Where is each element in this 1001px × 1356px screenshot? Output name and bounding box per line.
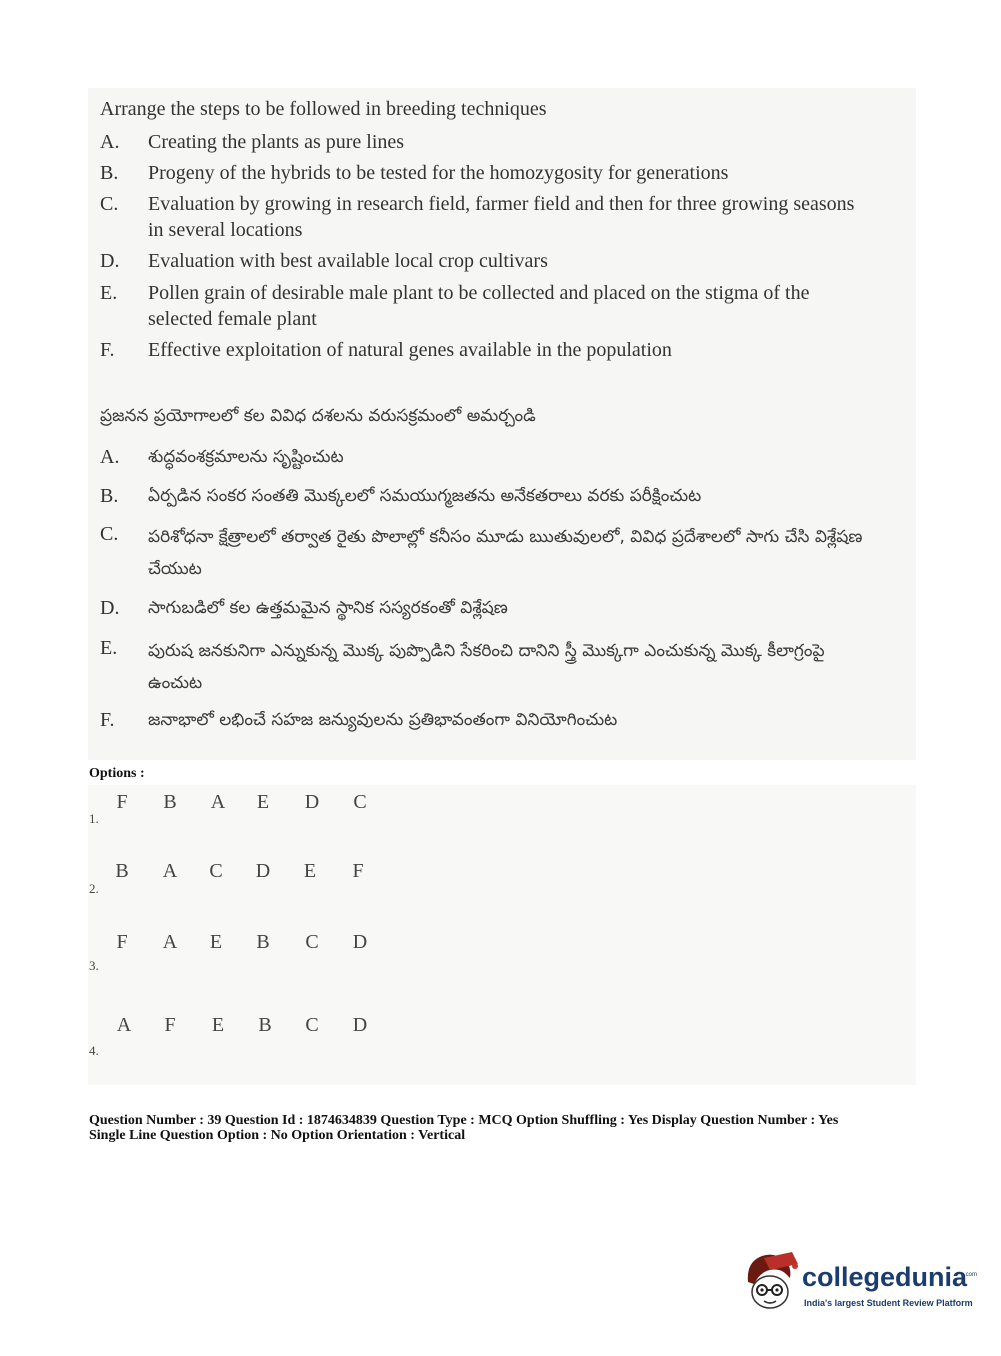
option-4-number[interactable]: 4. bbox=[89, 1043, 99, 1058]
option-letter: A bbox=[210, 791, 226, 813]
option-4-sequence[interactable] bbox=[112, 1014, 382, 1040]
statement-te-b: B. ఏర్పడిన సంకర సంతతి మొక్కలలో సమయుగ్మజతను అనేకతరాలు వరకు పరీక్షించుట bbox=[100, 485, 702, 507]
option-letter: B bbox=[258, 1014, 272, 1036]
question-title-te: ప్రజనన ప్రయోగాలలో కల వివిధ దశలను వరుసక్రమంలో అమర్చండి bbox=[100, 406, 536, 426]
metadata-line-1: Question Number : 39 Question Id : 1874634839 Question Type : MCQ Option Shuffling : Yes Display Question Number : Yes bbox=[89, 1113, 839, 1128]
statement-te-e: E. పురుష జనకునిగా ఎన్నుకున్న మొక్క పుప్పొడిని సేకరించి దానిని స్త్రీ మొక్కగా ఎంచుకున్న మొక్క కీలాగ్రంపై ఉంచుట bbox=[100, 637, 825, 693]
option-letter: D bbox=[255, 860, 271, 882]
option-2-sequence[interactable] bbox=[112, 860, 382, 886]
option-letter: E bbox=[256, 791, 270, 813]
option-letter: C bbox=[353, 791, 367, 813]
option-letter: C bbox=[305, 1014, 319, 1036]
option-letter: F bbox=[116, 791, 128, 813]
option-letter: E bbox=[211, 1014, 225, 1036]
option-3-number[interactable]: 3. bbox=[89, 958, 99, 973]
statement-en-b: B. Progeny of the hybrids to be tested for the homozygosity for generations bbox=[100, 162, 729, 184]
option-letter: A bbox=[162, 860, 178, 882]
option-letter: E bbox=[209, 931, 223, 953]
option-letter: B bbox=[256, 931, 270, 953]
option-3-sequence[interactable] bbox=[112, 931, 382, 957]
option-letter: A bbox=[162, 931, 178, 953]
options-heading: Options : bbox=[89, 766, 145, 781]
option-letter: F bbox=[352, 860, 364, 882]
question-metadata bbox=[89, 1113, 969, 1143]
statement-en-f: F. Effective exploitation of natural genes available in the population bbox=[100, 339, 672, 361]
option-1-sequence[interactable] bbox=[112, 791, 382, 817]
option-letter: C bbox=[305, 931, 319, 953]
mascot-icon bbox=[740, 1248, 800, 1314]
option-2-number[interactable]: 2. bbox=[89, 881, 99, 896]
statement-te-c: C. పరిశోధనా క్షేత్రాలలో తర్వాత రైతు పొలాల్లో కనీసం మూడు ఋతువులలో, వివిధ ప్రదేశాలలో సాగు చేసి విశ్లేషణ చేయుట bbox=[100, 523, 863, 579]
statement-te-d: D. సాగుబడిలో కల ఉత్తమమైన స్థానిక సస్యరకంతో విశ్లేషణ bbox=[100, 597, 508, 619]
option-1-number[interactable]: 1. bbox=[89, 811, 99, 826]
option-letter: F bbox=[116, 931, 128, 953]
question-title-en: Arrange the steps to be followed in breeding techniques bbox=[100, 98, 547, 120]
brand-tld: .com bbox=[964, 1272, 978, 1278]
statement-en-c: C. Evaluation by growing in research field, farmer field and then for three growing seasons in several locations bbox=[100, 193, 855, 241]
option-letter: D bbox=[304, 791, 320, 813]
statement-en-d: D. Evaluation with best available local crop cultivars bbox=[100, 250, 548, 272]
statement-en-a: A. Creating the plants as pure lines bbox=[100, 131, 405, 153]
option-letter: D bbox=[352, 931, 368, 953]
statement-te-f: F. జనాభాలో లభించే సహజ జన్యువులను ప్రతిభావంతంగా వినియోగించుట bbox=[100, 709, 618, 731]
option-letter: E bbox=[303, 860, 317, 882]
option-letter: B bbox=[115, 860, 129, 882]
option-letter: B bbox=[163, 791, 177, 813]
statement-en-e: E. Pollen grain of desirable male plant to be collected and placed on the stigma of the selected female plant bbox=[100, 282, 810, 330]
option-letter: A bbox=[116, 1014, 132, 1036]
collegedunia-logo[interactable] bbox=[740, 1248, 978, 1318]
brand-name: collegedunia bbox=[802, 1262, 968, 1292]
option-letter: D bbox=[352, 1014, 368, 1036]
option-letter: C bbox=[209, 860, 223, 882]
brand-tagline: India's largest Student Review Platform bbox=[804, 1298, 973, 1308]
metadata-line-2: Single Line Question Option : No Option Orientation : Vertical bbox=[89, 1128, 466, 1143]
option-letter: F bbox=[164, 1014, 176, 1036]
statement-te-a: A. శుద్ధవంశక్రమాలను సృష్టించుట bbox=[100, 446, 344, 468]
